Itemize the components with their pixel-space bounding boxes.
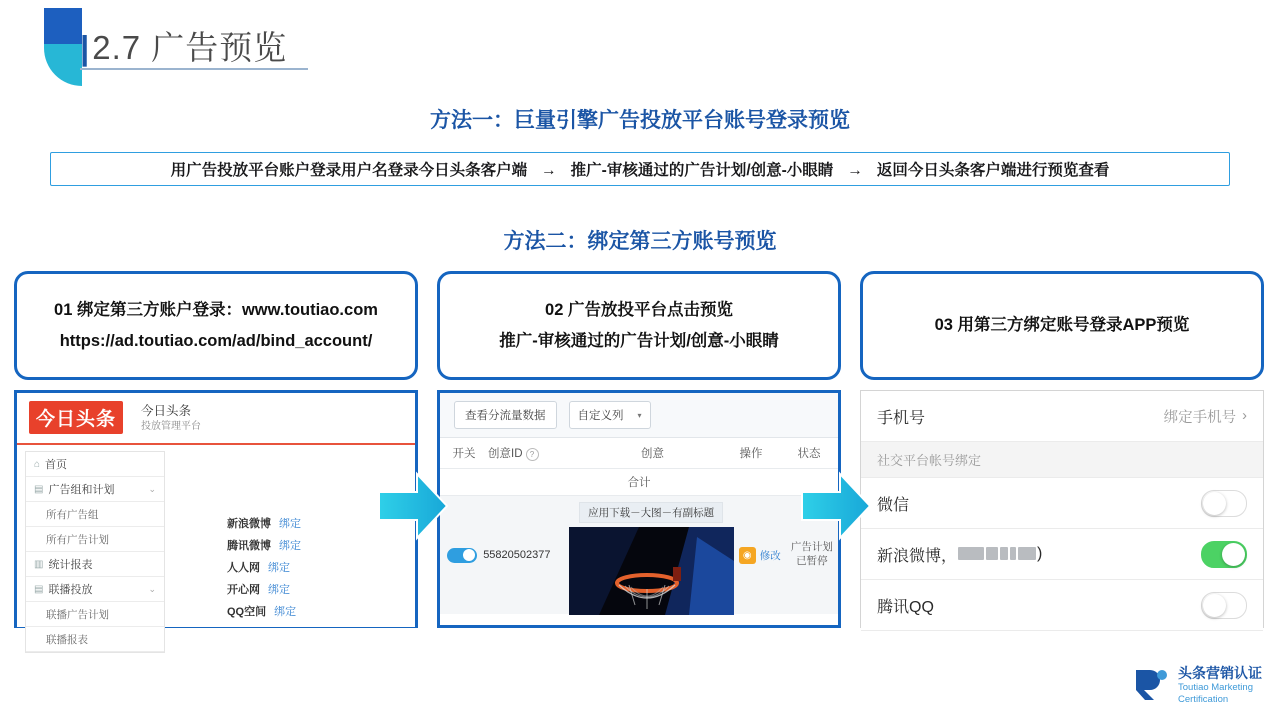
toutiao-brand-sub: 投放管理平台 <box>141 421 201 433</box>
footer-cn: 头条营销认证 <box>1178 664 1262 681</box>
settings-row-label: 腾讯QQ <box>877 598 934 616</box>
toutiao-body <box>17 445 415 646</box>
row-creative-cell <box>569 496 734 614</box>
method1-step-2: 推广-审核通过的广告计划/创意-小眼睛 <box>570 162 834 179</box>
column-header-creative: 创意 <box>641 448 664 460</box>
redacted-account <box>957 545 1037 563</box>
sidebar-item-all-plans[interactable] <box>26 527 164 552</box>
page-title-text: 2.7 广告预览 <box>92 29 288 66</box>
settings-row-label: 新浪微博， <box>877 547 958 565</box>
footer-en-2: Certification <box>1178 694 1229 706</box>
logo-white-bar <box>24 8 37 86</box>
edit-link[interactable]: 修改 <box>759 549 781 562</box>
binding-name: 开心网 <box>227 584 260 596</box>
wechat-toggle[interactable] <box>1201 490 1247 517</box>
column-header-creative-id <box>488 445 583 461</box>
chevron-down-icon: ⌄ <box>148 583 156 594</box>
binding-row <box>227 579 301 601</box>
eye-icon[interactable]: ◉ <box>739 547 756 564</box>
sidebar-item-label: 所有广告计划 <box>46 533 109 546</box>
settings-row-label: 微信 <box>877 496 910 514</box>
bind-link[interactable]: 绑定 <box>268 584 290 596</box>
binding-row <box>227 557 301 579</box>
bind-link[interactable]: 绑定 <box>279 518 301 530</box>
sidebar-item-union-reports[interactable] <box>26 627 164 652</box>
settings-section-header: 社交平台帐号绑定 <box>861 442 1263 478</box>
step-card-01 <box>14 271 418 380</box>
creative-caption: 应用下载－大图－有副标题 <box>579 502 723 523</box>
page-title <box>80 22 287 69</box>
folder-icon: ▤ <box>34 483 44 495</box>
chevron-right-icon: › <box>1242 408 1247 424</box>
chevron-down-icon: ▾ <box>637 410 642 420</box>
step-card-01-line1: 01 绑定第三方账户登录：www.toutiao.com <box>54 300 378 319</box>
footer-logo-mark <box>1132 666 1170 704</box>
method2-title: 方法二：绑定第三方账号预览 <box>503 230 777 253</box>
sidebar-item-label: 联播报表 <box>46 633 88 646</box>
binding-row <box>227 535 301 557</box>
table-row <box>440 496 838 614</box>
method1-flow-box <box>50 152 1230 186</box>
bind-phone-label: 绑定手机号 <box>1163 409 1237 426</box>
method1-step-1: 用广告投放平台账户登录用户名登录今日头条客户端 <box>170 162 528 179</box>
logo-quarter-circle <box>44 44 82 86</box>
weibo-toggle[interactable] <box>1201 541 1247 568</box>
header-logo-mark <box>24 8 82 86</box>
creative-toggle[interactable] <box>447 548 477 563</box>
view-traffic-data-button[interactable]: 查看分流量数据 <box>454 401 557 429</box>
screenshot-creative-list <box>437 390 841 628</box>
toutiao-brand-name: 今日头条 <box>141 404 192 418</box>
binding-name: QQ空间 <box>227 606 267 618</box>
home-icon: ⌂ <box>34 458 41 470</box>
flow-arrow-2 <box>800 470 872 542</box>
method1-step-3: 返回今日头条客户端进行预览查看 <box>876 162 1110 179</box>
sidebar-item-home[interactable] <box>26 452 164 477</box>
sidebar-item-label: 联播广告计划 <box>46 608 109 621</box>
sidebar-item-label: 广告组和计划 <box>48 484 115 496</box>
bind-link[interactable]: 绑定 <box>279 540 301 552</box>
chart-icon: ▥ <box>34 558 44 570</box>
arrow-glyph-2: → <box>847 162 863 179</box>
sidebar-item-all-groups[interactable] <box>26 502 164 527</box>
custom-columns-select[interactable] <box>569 401 651 429</box>
binding-name: 人人网 <box>227 562 260 574</box>
method1-flow-line <box>171 158 1110 180</box>
settings-row-label: 手机号 <box>877 409 926 427</box>
toutiao-header <box>17 393 415 445</box>
toutiao-sidebar <box>25 451 165 653</box>
binding-name: 腾讯微博 <box>227 540 271 552</box>
sidebar-item-groups-plans[interactable] <box>26 477 164 502</box>
toutiao-logo: 今日头条 <box>29 401 123 434</box>
bind-link[interactable]: 绑定 <box>274 606 297 618</box>
row-status-cell: 广告计划已暂停 <box>790 541 833 567</box>
binding-name: 新浪微博 <box>227 518 271 530</box>
step-card-03-line1: 03 用第三方绑定账号登录APP预览 <box>934 316 1190 335</box>
step-card-02-line1: 02 广告放投平台点击预览 <box>545 300 733 319</box>
sidebar-item-union-plans[interactable] <box>26 602 164 627</box>
step-card-02-line2: 推广-审核通过的广告计划/创意-小眼睛 <box>499 331 779 350</box>
chevron-down-icon: ⌄ <box>148 483 156 494</box>
title-tick: | <box>80 29 91 66</box>
help-icon[interactable]: ? <box>526 448 539 461</box>
settings-row-value <box>1164 406 1247 427</box>
title-underline <box>80 68 308 70</box>
qq-toggle[interactable] <box>1201 592 1247 619</box>
link-icon: ▤ <box>34 583 44 595</box>
settings-row-wechat[interactable] <box>861 478 1263 529</box>
weibo-suffix: ) <box>1037 545 1043 562</box>
sidebar-item-reports[interactable] <box>26 552 164 577</box>
custom-columns-label: 自定义列 <box>577 410 624 422</box>
third-party-binding-list <box>227 513 301 623</box>
column-header-status: 状态 <box>797 448 821 460</box>
settings-row-qq[interactable] <box>861 580 1263 631</box>
sidebar-item-label: 联播投放 <box>48 584 93 596</box>
settings-row-weibo[interactable] <box>861 529 1263 580</box>
sidebar-item-label: 所有广告组 <box>46 508 99 521</box>
arrow-glyph-1: → <box>541 162 557 179</box>
step-card-03 <box>860 271 1264 380</box>
flow-arrow-1 <box>377 470 449 542</box>
step-card-02 <box>437 271 841 380</box>
creative-toolbar <box>440 393 838 438</box>
basketball-hoop-illustration <box>569 527 734 615</box>
column-header-creative-id-label: 创意ID <box>488 448 523 460</box>
creative-thumbnail <box>569 527 734 615</box>
binding-row <box>227 513 301 535</box>
bind-link[interactable]: 绑定 <box>268 562 290 574</box>
method1-title: 方法一：巨量引擎广告投放平台账号登录预览 <box>430 109 850 132</box>
sidebar-item-label: 首页 <box>45 459 68 471</box>
row-action-cell <box>734 496 786 614</box>
binding-row <box>227 601 301 623</box>
sidebar-item-label: 统计报表 <box>48 559 93 571</box>
footer-logo-text <box>1178 665 1262 706</box>
column-header-action: 操作 <box>739 448 763 460</box>
toutiao-brand <box>141 402 201 435</box>
settings-row-phone[interactable] <box>861 391 1263 442</box>
sidebar-item-union[interactable] <box>26 577 164 602</box>
step-card-01-line2: https://ad.toutiao.com/ad/bind_account/ <box>59 331 373 350</box>
creative-table-summary: 合计 <box>440 469 838 496</box>
logo-square <box>44 8 82 44</box>
creative-table-header <box>440 438 838 469</box>
row-creative-id: 55820502377 <box>483 549 551 561</box>
footer-en-1: Toutiao Marketing <box>1178 682 1253 694</box>
column-header-switch: 开关 <box>452 448 476 460</box>
screenshot-bind-account <box>14 390 418 646</box>
footer-logo <box>1132 665 1262 706</box>
screenshot-app-binding <box>860 390 1264 628</box>
